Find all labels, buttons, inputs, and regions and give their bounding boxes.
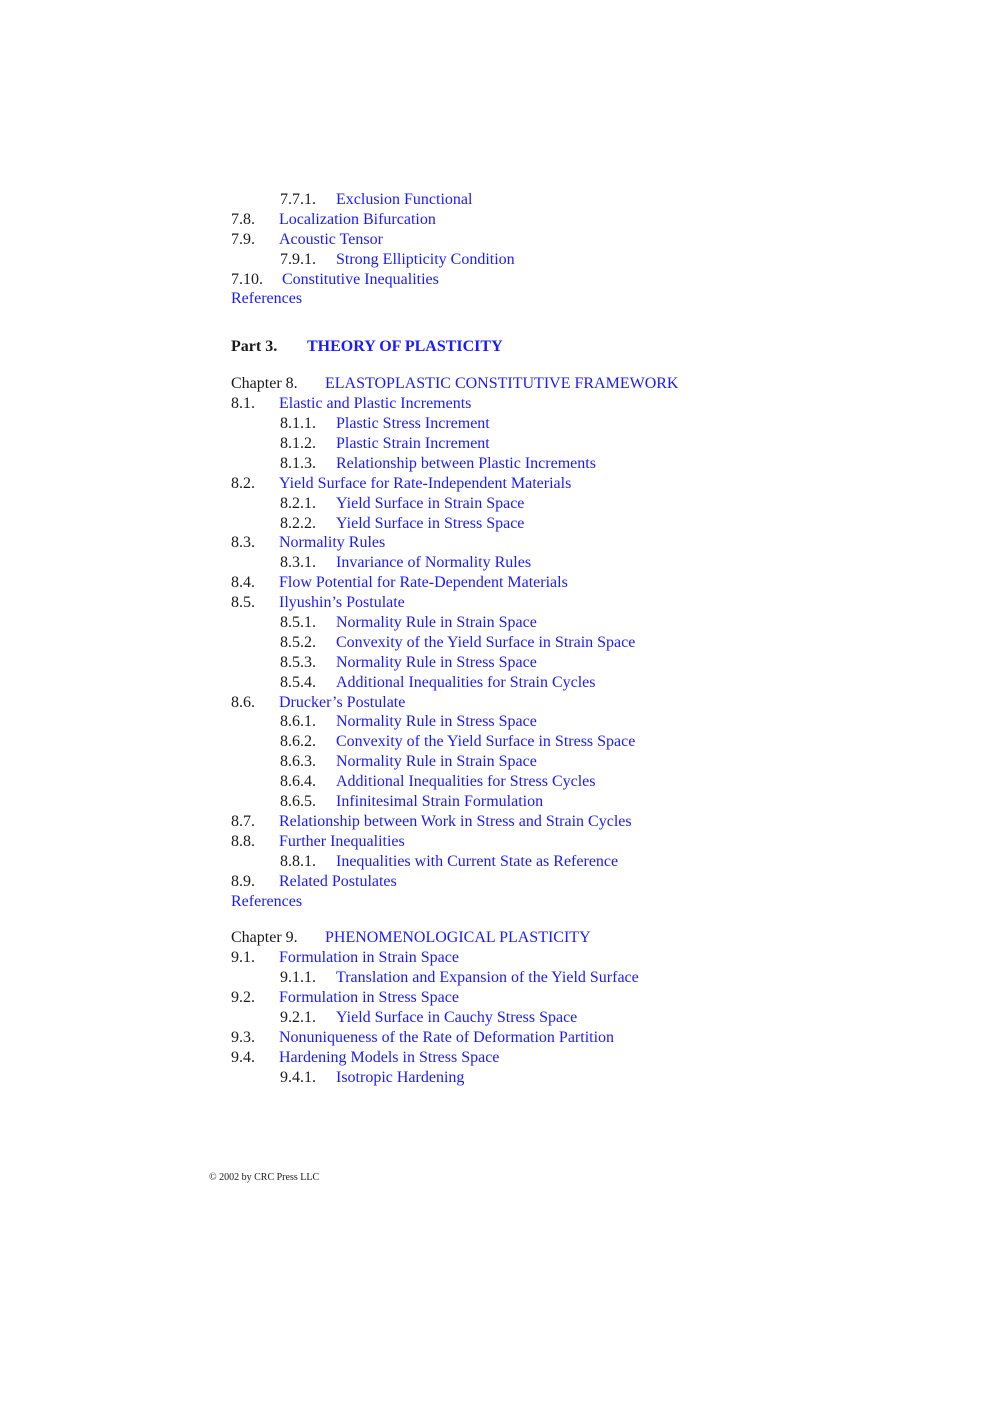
toc-entry-number: 8.5.1. [280, 614, 316, 632]
toc-section-chapter-8 [231, 394, 851, 911]
toc-subsection-entry [231, 673, 851, 693]
toc-entry-number: 8.6.1. [280, 713, 316, 731]
toc-section-entry [231, 1028, 851, 1048]
toc-section-entry [231, 948, 851, 968]
part-heading [231, 337, 851, 357]
toc-entry-number: 8.6.5. [280, 793, 316, 811]
toc-subsection-entry [231, 434, 851, 454]
toc-entry-link[interactable]: Additional Inequalities for Strain Cycles [336, 673, 596, 691]
toc-subsection-entry [231, 633, 851, 653]
toc-section-entry [231, 394, 851, 414]
toc-entry-number: 8.2.1. [280, 494, 316, 512]
references-entry [231, 892, 851, 912]
references-link[interactable]: References [231, 892, 303, 910]
toc-entry-link[interactable]: Invariance of Normality Rules [336, 554, 532, 572]
toc-subsection-entry [231, 712, 851, 732]
toc-entry-link[interactable]: Inequalities with Current State as Reference [336, 852, 619, 870]
toc-entry-number: 7.9. [231, 230, 255, 248]
toc-entry-link[interactable]: Nonuniqueness of the Rate of Deformation Partition [279, 1028, 615, 1046]
toc-entry-number: 8.6.4. [280, 773, 316, 791]
toc-entry-link[interactable]: Convexity of the Yield Surface in Stress Space [336, 733, 636, 751]
toc-section-entry [231, 474, 851, 494]
toc-entry-number: 9.2.1. [280, 1008, 316, 1026]
toc-entry-link[interactable]: Ilyushin’s Postulate [279, 594, 405, 612]
toc-entry-link[interactable]: Normality Rule in Stress Space [336, 653, 537, 671]
toc-entry-number: 8.8.1. [280, 852, 316, 870]
toc-entry-number: 8.5.2. [280, 633, 316, 651]
toc-section-entry [231, 230, 851, 250]
toc-subsection-entry [231, 553, 851, 573]
toc-entry-link[interactable]: Acoustic Tensor [279, 230, 383, 248]
toc-entry-number: 7.9.1. [280, 250, 316, 268]
toc-entry-number: 9.1. [231, 949, 255, 967]
references-link[interactable]: References [231, 290, 303, 308]
toc-section-entry [231, 693, 851, 713]
chapter-8-heading [231, 374, 851, 394]
toc-entry-number: 8.1.2. [280, 435, 316, 453]
toc-entry-number: 9.2. [231, 989, 255, 1007]
toc-subsection-entry [231, 250, 851, 270]
toc-entry-number: 8.1. [231, 395, 255, 413]
toc-entry-link[interactable]: Exclusion Functional [336, 191, 473, 208]
toc-subsection-entry [231, 732, 851, 752]
chapter-9-heading [231, 928, 851, 948]
toc-entry-link[interactable]: Yield Surface in Cauchy Stress Space [336, 1008, 578, 1026]
toc-subsection-entry [231, 1008, 851, 1028]
toc-entry-number: 7.10. [231, 270, 263, 288]
toc-subsection-entry [231, 752, 851, 772]
toc-section-entry [231, 988, 851, 1008]
toc-entry-number: 8.2.2. [280, 514, 316, 532]
toc-entry-link[interactable]: Isotropic Hardening [336, 1068, 465, 1086]
toc-subsection-entry [231, 1068, 851, 1088]
toc-entry-link[interactable]: Plastic Stress Increment [336, 415, 490, 433]
toc-entry-number: 8.1.1. [280, 415, 316, 433]
part-number: Part 3. [231, 338, 278, 356]
toc-section-entry [231, 812, 851, 832]
toc-entry-number: 8.3.1. [280, 554, 316, 572]
toc-entry-number: 9.4. [231, 1048, 255, 1066]
toc-entry-link[interactable]: Normality Rule in Stress Space [336, 713, 537, 731]
toc-entry-number: 8.7. [231, 812, 255, 830]
toc-entry-number: 8.6.3. [280, 753, 316, 771]
toc-section-entry [231, 872, 851, 892]
toc-entry-number: 9.1.1. [280, 969, 316, 987]
toc-entry-link[interactable]: Hardening Models in Stress Space [279, 1048, 500, 1066]
toc-subsection-entry [231, 653, 851, 673]
toc-subsection-entry [231, 852, 851, 872]
toc-entry-number: 8.5. [231, 594, 255, 612]
toc-subsection-entry [231, 414, 851, 434]
toc-entry-link[interactable]: Yield Surface in Stress Space [336, 514, 525, 532]
toc-section-entry [231, 573, 851, 593]
toc-entry-link[interactable]: Plastic Strain Increment [336, 435, 490, 453]
toc-entry-link[interactable]: Normality Rule in Strain Space [336, 753, 537, 771]
toc-entry-link[interactable]: Formulation in Strain Space [279, 949, 459, 967]
toc-entry-number: 7.8. [231, 210, 255, 228]
toc-entry-number: 9.3. [231, 1028, 255, 1046]
toc-entry-link[interactable]: Related Postulates [279, 872, 397, 890]
toc-entry-link[interactable]: Convexity of the Yield Surface in Strain Space [336, 633, 636, 651]
toc-subsection-entry [231, 494, 851, 514]
toc-entry-number: 8.3. [231, 534, 255, 552]
toc-entry-number: 8.2. [231, 474, 255, 492]
toc-entry-number: 8.8. [231, 832, 255, 850]
toc-section-entry [231, 1048, 851, 1068]
chapter-number: Chapter 9. [231, 929, 298, 947]
copyright-footer: © 2002 by CRC Press LLC [209, 1172, 320, 1183]
toc-subsection-entry [231, 772, 851, 792]
toc-subsection-entry [231, 792, 851, 812]
toc-entry-link[interactable]: Yield Surface in Strain Space [336, 494, 525, 512]
toc-entry-number: 8.5.3. [280, 653, 316, 671]
toc-subsection-entry [231, 968, 851, 988]
toc-entry-link[interactable]: Normality Rule in Strain Space [336, 614, 537, 632]
chapter-number: Chapter 8. [231, 375, 298, 393]
toc-entry-link[interactable]: Elastic and Plastic Increments [279, 395, 472, 413]
toc-entry-link[interactable]: Drucker’s Postulate [279, 693, 406, 711]
toc-entry-number: 9.4.1. [280, 1068, 316, 1086]
toc-entry-link[interactable]: Additional Inequalities for Stress Cycles [336, 773, 596, 791]
toc-entry-number: 8.1.3. [280, 454, 316, 472]
toc-entry-number: 8.6.2. [280, 733, 316, 751]
toc-entry-number: 8.9. [231, 872, 255, 890]
toc-entry-link[interactable]: Relationship between Plastic Increments [336, 454, 596, 472]
toc-entry-number: 7.7.1. [280, 191, 316, 208]
toc-entry-link[interactable]: Infinitesimal Strain Formulation [336, 793, 544, 811]
toc-subsection-entry [231, 454, 851, 474]
toc-section-entry [231, 533, 851, 553]
toc-entry-link[interactable]: Formulation in Stress Space [279, 989, 459, 1007]
chapter-title-link[interactable]: ELASTOPLASTIC CONSTITUTIVE FRAMEWORK [325, 375, 679, 393]
toc-section-entry [231, 832, 851, 852]
toc-entry-link[interactable]: Relationship between Work in Stress and Strain Cycles [279, 812, 632, 830]
part-title-link[interactable]: THEORY OF PLASTICITY [307, 338, 503, 356]
table-of-contents [231, 190, 851, 1088]
toc-section-chapter-9 [231, 948, 851, 1087]
toc-entry-link[interactable]: Constitutive Inequalities [282, 270, 439, 288]
toc-entry-link[interactable]: Yield Surface for Rate-Independent Materials [279, 474, 572, 492]
toc-entry-number: 8.6. [231, 693, 255, 711]
toc-subsection-entry [231, 613, 851, 633]
toc-section-entry [231, 210, 851, 230]
toc-entry-link[interactable]: Translation and Expansion of the Yield Surface [336, 969, 639, 987]
chapter-title-link[interactable]: PHENOMENOLOGICAL PLASTICITY [325, 929, 591, 947]
toc-entry-number: 8.4. [231, 574, 255, 592]
toc-subsection-entry [231, 190, 851, 210]
toc-entry-link[interactable]: Normality Rules [279, 534, 386, 552]
toc-entry-number: 8.5.4. [280, 673, 316, 691]
toc-entry-link[interactable]: Further Inequalities [279, 832, 405, 850]
toc-section-entry [231, 270, 851, 290]
toc-subsection-entry [231, 514, 851, 534]
toc-entry-link[interactable]: Strong Ellipticity Condition [336, 250, 515, 268]
references-entry [231, 289, 851, 309]
toc-entry-link[interactable]: Localization Bifurcation [279, 210, 436, 228]
toc-section-chapter-7-tail [231, 190, 851, 309]
toc-entry-link[interactable]: Flow Potential for Rate-Dependent Materials [279, 574, 568, 592]
toc-section-entry [231, 593, 851, 613]
